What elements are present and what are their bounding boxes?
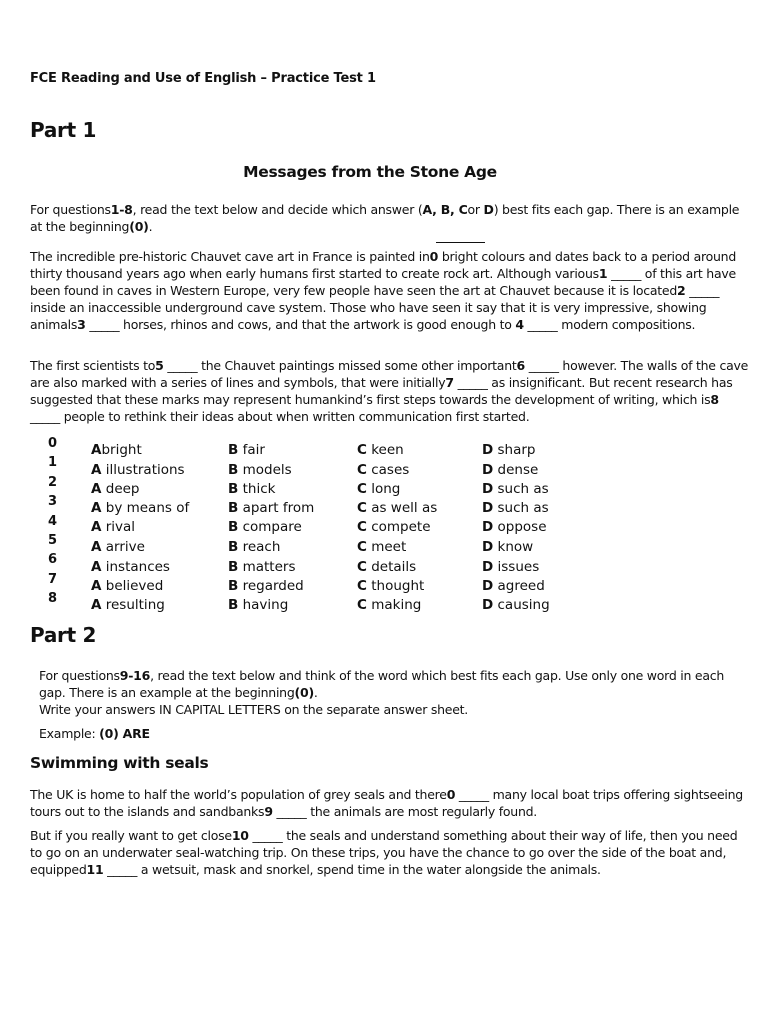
question-number: 2 [48,474,58,490]
part2-example: Example: (0) ARE [39,726,150,741]
option-d: D oppose [482,519,547,535]
option-c: C compete [357,519,431,535]
part2-paragraph-2: But if you really want to get close10 _____ the seals and understand something about their way of life, then you need to go on an underwater seal-watching trip. On these trips, you have the chance to go over the side of the boat and, equipped11 _____ a wetsuit, mask and snorkel, spend time in the water alongside the animals. [30,828,738,877]
option-c: C meet [357,539,407,555]
option-d: D dense [482,462,539,478]
option-b: B fair [228,442,265,458]
option-d: D know [482,539,534,555]
question-number: 7 [48,571,58,587]
option-b: B compare [228,519,302,535]
option-c: C thought [357,578,425,594]
option-b: B matters [228,559,296,575]
option-c: C cases [357,462,410,478]
option-c: C details [357,559,417,575]
option-b: B reach [228,539,281,555]
part2-instructions: For questions9-16, read the text below and think of the word which best fits each gap. Use only one word in each gap. There is an example at the beginning(0). Write your answers IN CAPITAL LETTERS on the separate answer sheet. [39,668,725,717]
option-a: A illustrations [91,462,185,478]
document-title: FCE Reading and Use of English – Practice Test 1 [30,71,376,86]
question-number: 0 [48,436,58,451]
option-d: D such as [482,481,549,497]
part1-instructions: For questions1-8, read the text below and decide which answer (A, B, Cor D) best fits each gap. There is an example at the beginning(0). [30,202,740,234]
part1-paragraph-2: The first scientists to5 _____ the Chauvet paintings missed some other important6 _____ however. The walls of the cave are also marked with a series of lines and symbols, that were initially7 _____ as insignificant. But recent research has suggested that these marks may represent humankind’s first steps towards the development of writing, which is8 _____ people to rethink their ideas about when written communication first started. [30,358,749,424]
part2-heading: Part 2 [30,623,97,647]
part1-heading: Part 1 [30,118,97,142]
option-d: D sharp [482,442,536,458]
option-c: C as well as [357,500,438,516]
option-d: D agreed [482,578,545,594]
option-a: A instances [91,559,170,575]
part1-text-title: Messages from the Stone Age [243,163,497,181]
question-number: 4 [48,513,58,529]
option-c: C long [357,481,401,497]
question-numbers [48,436,57,611]
option-b: B models [228,462,292,478]
question-number: 6 [48,552,58,568]
part2-text-title: Swimming with seals [30,754,209,772]
option-a: Abright [91,442,142,458]
option-a: A by means of [91,500,190,516]
question-number: 5 [48,532,58,548]
example-gap-line [436,242,485,243]
option-a: A believed [91,578,164,594]
option-a: A arrive [91,539,145,555]
part1-paragraph-1: The incredible pre-historic Chauvet cave art in France is painted in0 bright colours and dates back to a period around thirty thousand years ago when early humans first started to create rock art. Although various1 _____ of this art have been found in caves in Western Europe, very few people have seen the art at Chauvet because it is located2 _____ inside an inaccessible underground cave system. Those who have seen it say that it is very impressive, showing animals3 _____ horses, rhinos and cows, and that the artwork is good enough to 4 _____ modern compositions. [30,249,737,332]
part2-paragraph-1: The UK is home to half the world’s population of grey seals and there0 _____ many local boat trips offering sightseeing tours out to the islands and sandbanks9 _____ the animals are most regularly found. [30,787,743,819]
option-c: C keen [357,442,404,458]
option-a: A rival [91,519,136,535]
option-b: B thick [228,481,276,497]
question-number: 3 [48,494,58,510]
option-a: A resulting [91,597,165,613]
option-d: D issues [482,559,540,575]
option-b: B apart from [228,500,315,516]
option-a: A deep [91,481,140,497]
option-b: B having [228,597,289,613]
option-c: C making [357,597,422,613]
option-d: D causing [482,597,550,613]
question-number: 8 [48,591,58,607]
question-number: 1 [48,455,58,471]
option-b: B regarded [228,578,304,594]
option-d: D such as [482,500,549,516]
